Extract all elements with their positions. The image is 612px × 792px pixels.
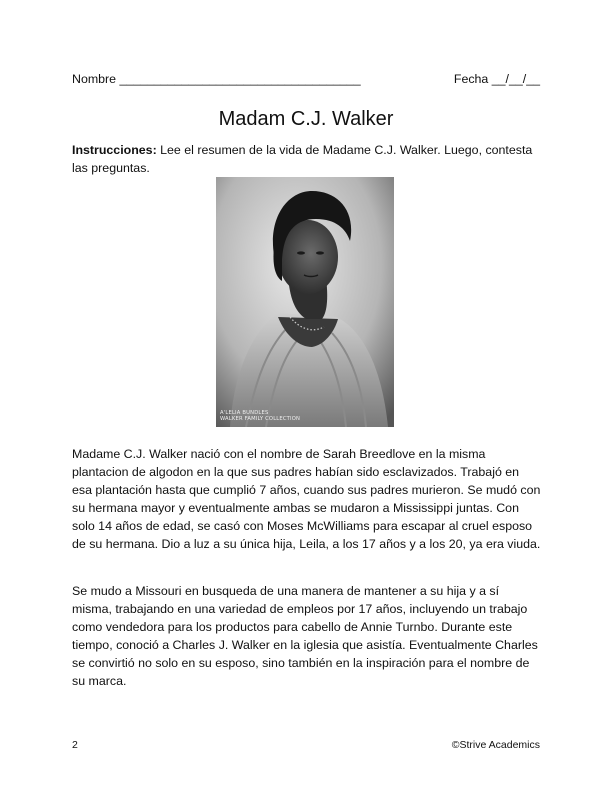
date-field-label: Fecha __/__/__ [453,72,540,86]
page-title: Madam C.J. Walker [218,108,394,130]
portrait-photo [216,177,394,427]
header-row [72,72,540,86]
biography-paragraph-2: Se mudo a Missouri en busqueda de una manera de mantener a su hija y a sí misma, trabajando en una variedad de empleos por 17 años, incluyendo un trabajo como vendedora para los productos para cabello de Annie Turnbo. Durante este tiempo, conoció a Charles J. Walker en la iglesia que asistía. Eventualmente Charles se convirtió no solo en su esposo, sino también en la inspiración para el nombre de su marca. [72,584,538,688]
copyright-notice: ©Strive Academics [451,739,540,751]
instructions [72,141,542,177]
photo-caption [220,410,300,423]
page-footer [72,739,540,751]
biography-paragraph-1: Madame C.J. Walker nació con el nombre de Sarah Breedlove en la misma plantacion de algodon en la que sus padres habían sido esclavizados. Trabajó en esa plantación hasta que cumplió 7 años, cuando sus padres murieron. Se mudó con su hermana mayor y eventualmente ambas se mudaron a Mississippi juntas. Con solo 14 años de edad, se casó con Moses McWilliams para escapar al cruel esposo de su hermana. Dio a luz a su única hija, Leila, a los 17 años y a los 20, ya era viuda. [72,447,541,551]
instructions-text: Lee el resumen de la vida de Madame C.J. Walker. Luego, contesta las preguntas. [72,143,533,175]
name-field-label: Nombre ___________________________________ [72,72,361,86]
photo-caption-line-2: WALKER FAMILY COLLECTION [220,416,301,423]
instructions-label: Instrucciones: [72,143,157,157]
page-number: 2 [72,739,78,751]
photo-caption-line-1: A'LELIA BUNDLES [220,409,269,416]
portrait-image [216,177,394,427]
